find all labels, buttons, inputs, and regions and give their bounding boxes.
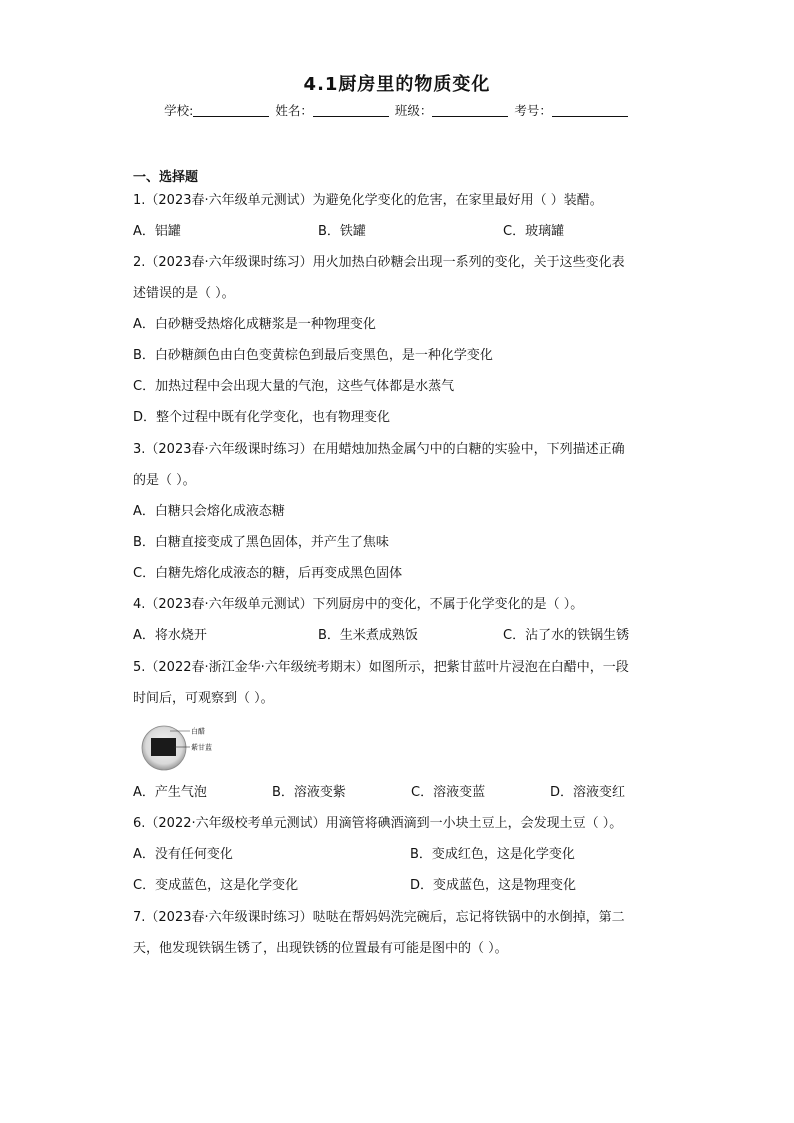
q6-option-a: A．没有任何变化 xyxy=(133,847,233,862)
school-label: 学校: xyxy=(164,103,194,118)
name-label: 姓名： xyxy=(275,103,313,118)
student-info-row xyxy=(0,101,794,119)
q3-option-c: C．白糖先熔化成液态的糖，后再变成黑色固体 xyxy=(133,566,403,581)
q3-stem-line1: 3.（2023春·六年级课时练习）在用蜡烛加热金属勺中的白糖的实验中，下列描述正确 xyxy=(133,442,625,457)
worksheet-title: 4.1厨房里的物质变化 xyxy=(303,74,491,95)
figure-label-cabbage: 紫甘蓝 xyxy=(191,743,212,752)
q7-stem-line1: 7.（2023春·六年级课时练习）哒哒在帮妈妈洗完碗后，忘记将铁锅中的水倒掉，第二 xyxy=(133,910,625,925)
q5-option-c: C．溶液变蓝 xyxy=(411,785,486,800)
q2-stem-line1: 2.（2023春·六年级课时练习）用火加热白砂糖会出现一系列的变化，关于这些变化表 xyxy=(133,255,625,270)
q3-option-a: A．白糖只会熔化成液态糖 xyxy=(133,504,285,519)
q4-option-b: B．生米煮成熟饭 xyxy=(318,628,418,643)
class-label: 班级： xyxy=(394,103,433,118)
q1-option-a: A．铝罐 xyxy=(133,224,181,239)
school-blank[interactable] xyxy=(193,103,269,117)
q5-stem-line1: 5.（2022春·浙江金华·六年级统考期末）如图所示，把紫甘蓝叶片浸泡在白醋中，一段 xyxy=(133,660,629,675)
q6-option-c: C．变成蓝色，这是化学变化 xyxy=(133,878,299,893)
exam-no-label: 考号： xyxy=(514,103,552,118)
q2-option-b: B．白砂糖颜色由白色变黄棕色到最后变黑色，是一种化学变化 xyxy=(133,348,493,363)
q2-option-c: C．加热过程中会出现大量的气泡，这些气体都是水蒸气 xyxy=(133,379,455,394)
q5-option-d: D．溶液变红 xyxy=(550,785,626,800)
q2-stem-line2: 述错误的是（ ）。 xyxy=(133,286,235,301)
q1-stem: 1.（2023春·六年级单元测试）为避免化学变化的危害，在家里最好用（ ）装醋。 xyxy=(133,193,603,208)
q6-option-b: B．变成红色，这是化学变化 xyxy=(410,847,575,862)
q6-option-d: D．变成蓝色，这是物理变化 xyxy=(410,878,577,893)
q7-stem-line2: 天，他发现铁锅生锈了，出现铁锈的位置最有可能是图中的（ ）。 xyxy=(133,941,508,956)
q4-stem: 4.（2023春·六年级单元测试）下列厨房中的变化，不属于化学变化的是（ ）。 xyxy=(133,597,584,612)
q3-option-b: B．白糖直接变成了黑色固体，并产生了焦味 xyxy=(133,535,389,550)
q5-option-a: A．产生气泡 xyxy=(133,785,207,800)
q4-option-c: C．沾了水的铁锅生锈 xyxy=(503,628,630,643)
name-blank[interactable] xyxy=(313,103,389,117)
figure-label-vinegar: 白醋 xyxy=(191,727,205,736)
q1-option-b: B．铁罐 xyxy=(318,224,366,239)
class-blank[interactable] xyxy=(432,103,508,117)
exam-no-blank[interactable] xyxy=(552,103,628,117)
cabbage-in-vinegar-figure xyxy=(140,723,230,773)
q4-option-a: A．将水烧开 xyxy=(133,628,207,643)
section-heading: 一、选择题 xyxy=(133,170,199,185)
q2-option-d: D．整个过程中既有化学变化，也有物理变化 xyxy=(133,410,391,425)
q2-option-a: A．白砂糖受热熔化成糖浆是一种物理变化 xyxy=(133,317,376,332)
q5-stem-line2: 时间后，可观察到（ ）。 xyxy=(133,691,274,706)
q6-stem: 6.（2022·六年级校考单元测试）用滴管将碘酒滴到一小块土豆上，会发现土豆（ ）。 xyxy=(133,816,623,831)
cabbage-leaf-shape xyxy=(151,738,176,756)
q5-option-b: B．溶液变紫 xyxy=(272,785,346,800)
q3-stem-line2: 的是（ ）。 xyxy=(133,473,196,488)
q1-option-c: C．玻璃罐 xyxy=(503,224,565,239)
